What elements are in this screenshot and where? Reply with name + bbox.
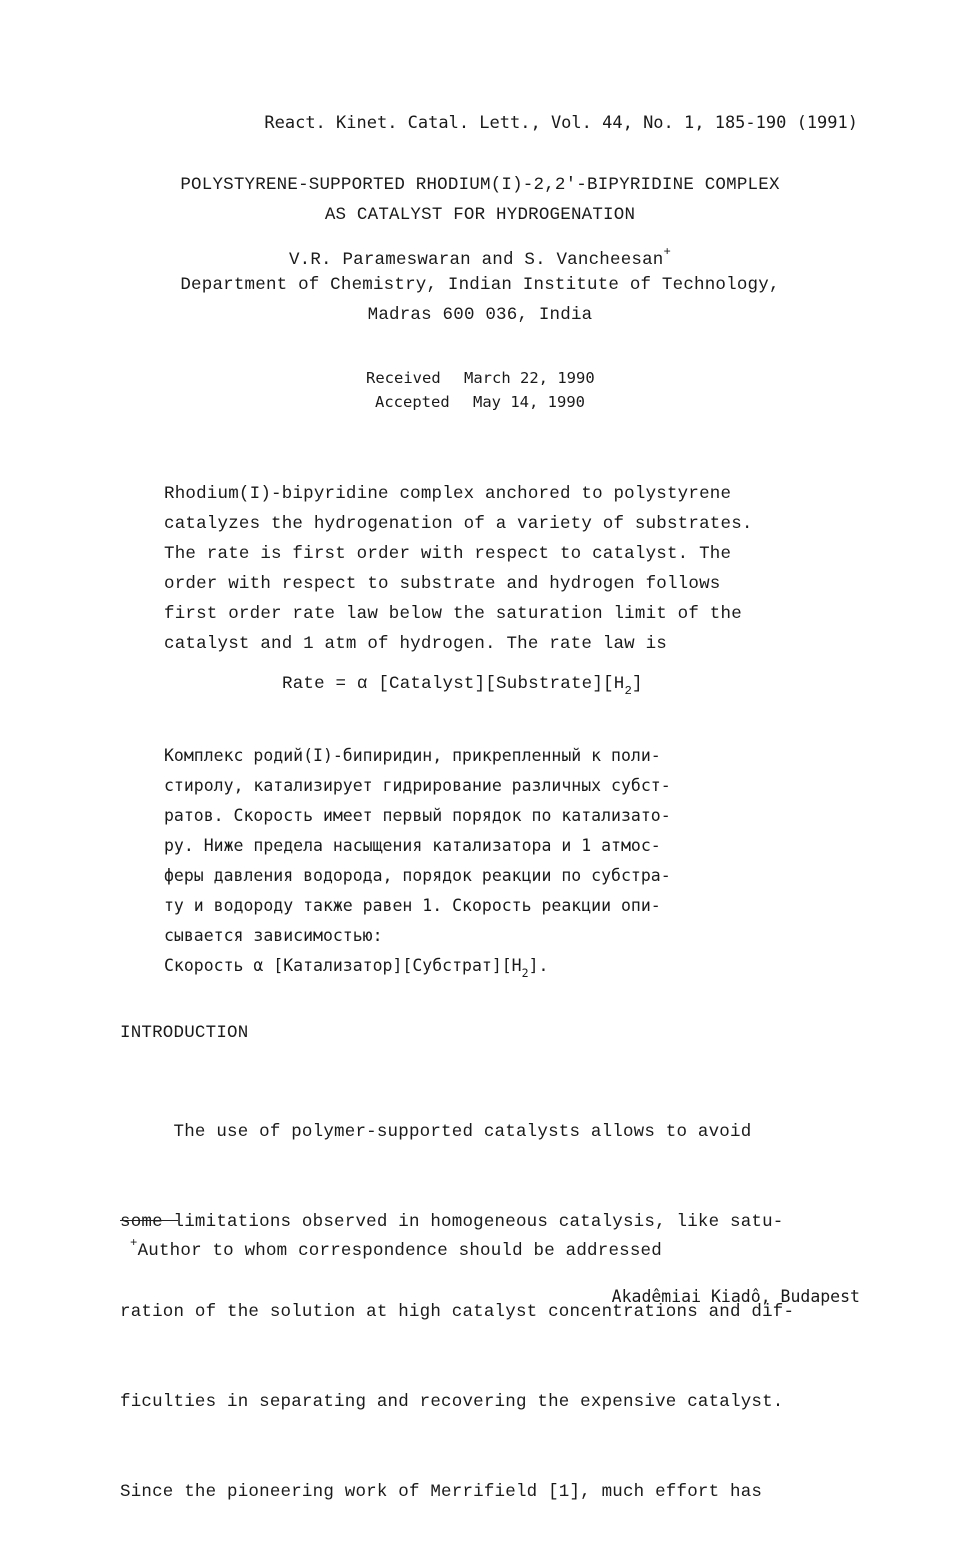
introduction-paragraph (120, 1057, 794, 1567)
abstract-line: The rate is first order with respect to catalyst. The (164, 544, 732, 564)
russian-line: ту и водороду также равен 1. Скорость реакции опи- (164, 896, 661, 915)
accepted-date-line (375, 393, 585, 411)
abstract-line: catalyzes the hydrogenation of a variety of substrates. (164, 514, 753, 534)
introduction-line: ficulties in separating and recovering the expensive catalyst. (120, 1392, 784, 1412)
author-names: V.R. Parameswaran and S. Vancheesan (288, 250, 664, 270)
accepted-date: May 14, 1990 (473, 393, 585, 411)
rate-law-subscript: 2 (624, 684, 633, 698)
introduction-line: The use of polymer-supported catalysts allows to avoid (120, 1122, 752, 1142)
russian-rate-close: ]. (528, 956, 549, 975)
russian-line: ру. Ниже предела насыщения катализатора и 1 атмос- (164, 836, 661, 855)
authors (0, 245, 960, 270)
footnote (130, 1236, 662, 1261)
footnote-text: Author to whom correspondence should be addressed (137, 1241, 662, 1261)
russian-rate-subscript: 2 (521, 966, 529, 980)
russian-line: ратов. Скорость имеет первый порядок по катализато- (164, 806, 671, 825)
russian-rate-main: Скорость α [Катализатор][Субстрат][H (164, 956, 522, 975)
russian-line: стиролу, катализирует гидрирование различных субст- (164, 776, 671, 795)
introduction-line: ration of the solution at high catalyst concentrations and dif- (120, 1302, 795, 1322)
abstract-line: order with respect to substrate and hydrogen follows (164, 574, 721, 594)
russian-line: сывается зависимостью: (164, 926, 383, 945)
section-heading-introduction: INTRODUCTION (120, 1023, 249, 1043)
russian-line: феры давления водорода, порядок реакции по субстра- (164, 866, 671, 885)
introduction-line: some limitations observed in homogeneous catalysis, like satu- (120, 1212, 784, 1232)
title-line-2: AS CATALYST FOR HYDROGENATION (324, 205, 636, 225)
footnote-separator (120, 1220, 178, 1221)
received-date-line (366, 369, 595, 387)
correspondence-mark: + (663, 245, 672, 259)
abstract-english (164, 479, 753, 659)
abstract-line: Rhodium(I)-bipyridine complex anchored to polystyrene (164, 484, 732, 504)
footnote-mark: + (130, 1236, 138, 1250)
russian-line: Комплекс родий(I)-бипиридин, прикрепленный к поли- (164, 746, 661, 765)
received-date: March 22, 1990 (464, 369, 595, 387)
title-line-1: POLYSTYRENE-SUPPORTED RHODIUM(I)-2,2'-BIPYRIDINE COMPLEX (180, 175, 780, 195)
rate-law-main: Rate = α [Catalyst][Substrate][H (282, 674, 625, 694)
introduction-line: Since the pioneering work of Merrifield [1], much effort has (120, 1482, 763, 1502)
rate-law-equation (282, 674, 643, 698)
abstract-line: first order rate law below the saturation limit of the (164, 604, 742, 624)
accepted-label: Accepted (375, 393, 450, 411)
received-label: Received (366, 369, 441, 387)
affiliation-line-1: Department of Chemistry, Indian Institute of Technology, (180, 275, 780, 295)
journal-citation: React. Kinet. Catal. Lett., Vol. 44, No. 1, 185-190 (1991) (264, 113, 858, 133)
abstract-russian (164, 741, 671, 988)
publisher-imprint: Akadêmiai Kiadô, Budapest (611, 1287, 860, 1306)
rate-law-close: ] (632, 674, 643, 694)
abstract-line: catalyst and 1 atm of hydrogen. The rate law is (164, 634, 667, 654)
affiliation-line-2: Madras 600 036, India (367, 305, 593, 325)
russian-rate-equation (164, 951, 671, 988)
